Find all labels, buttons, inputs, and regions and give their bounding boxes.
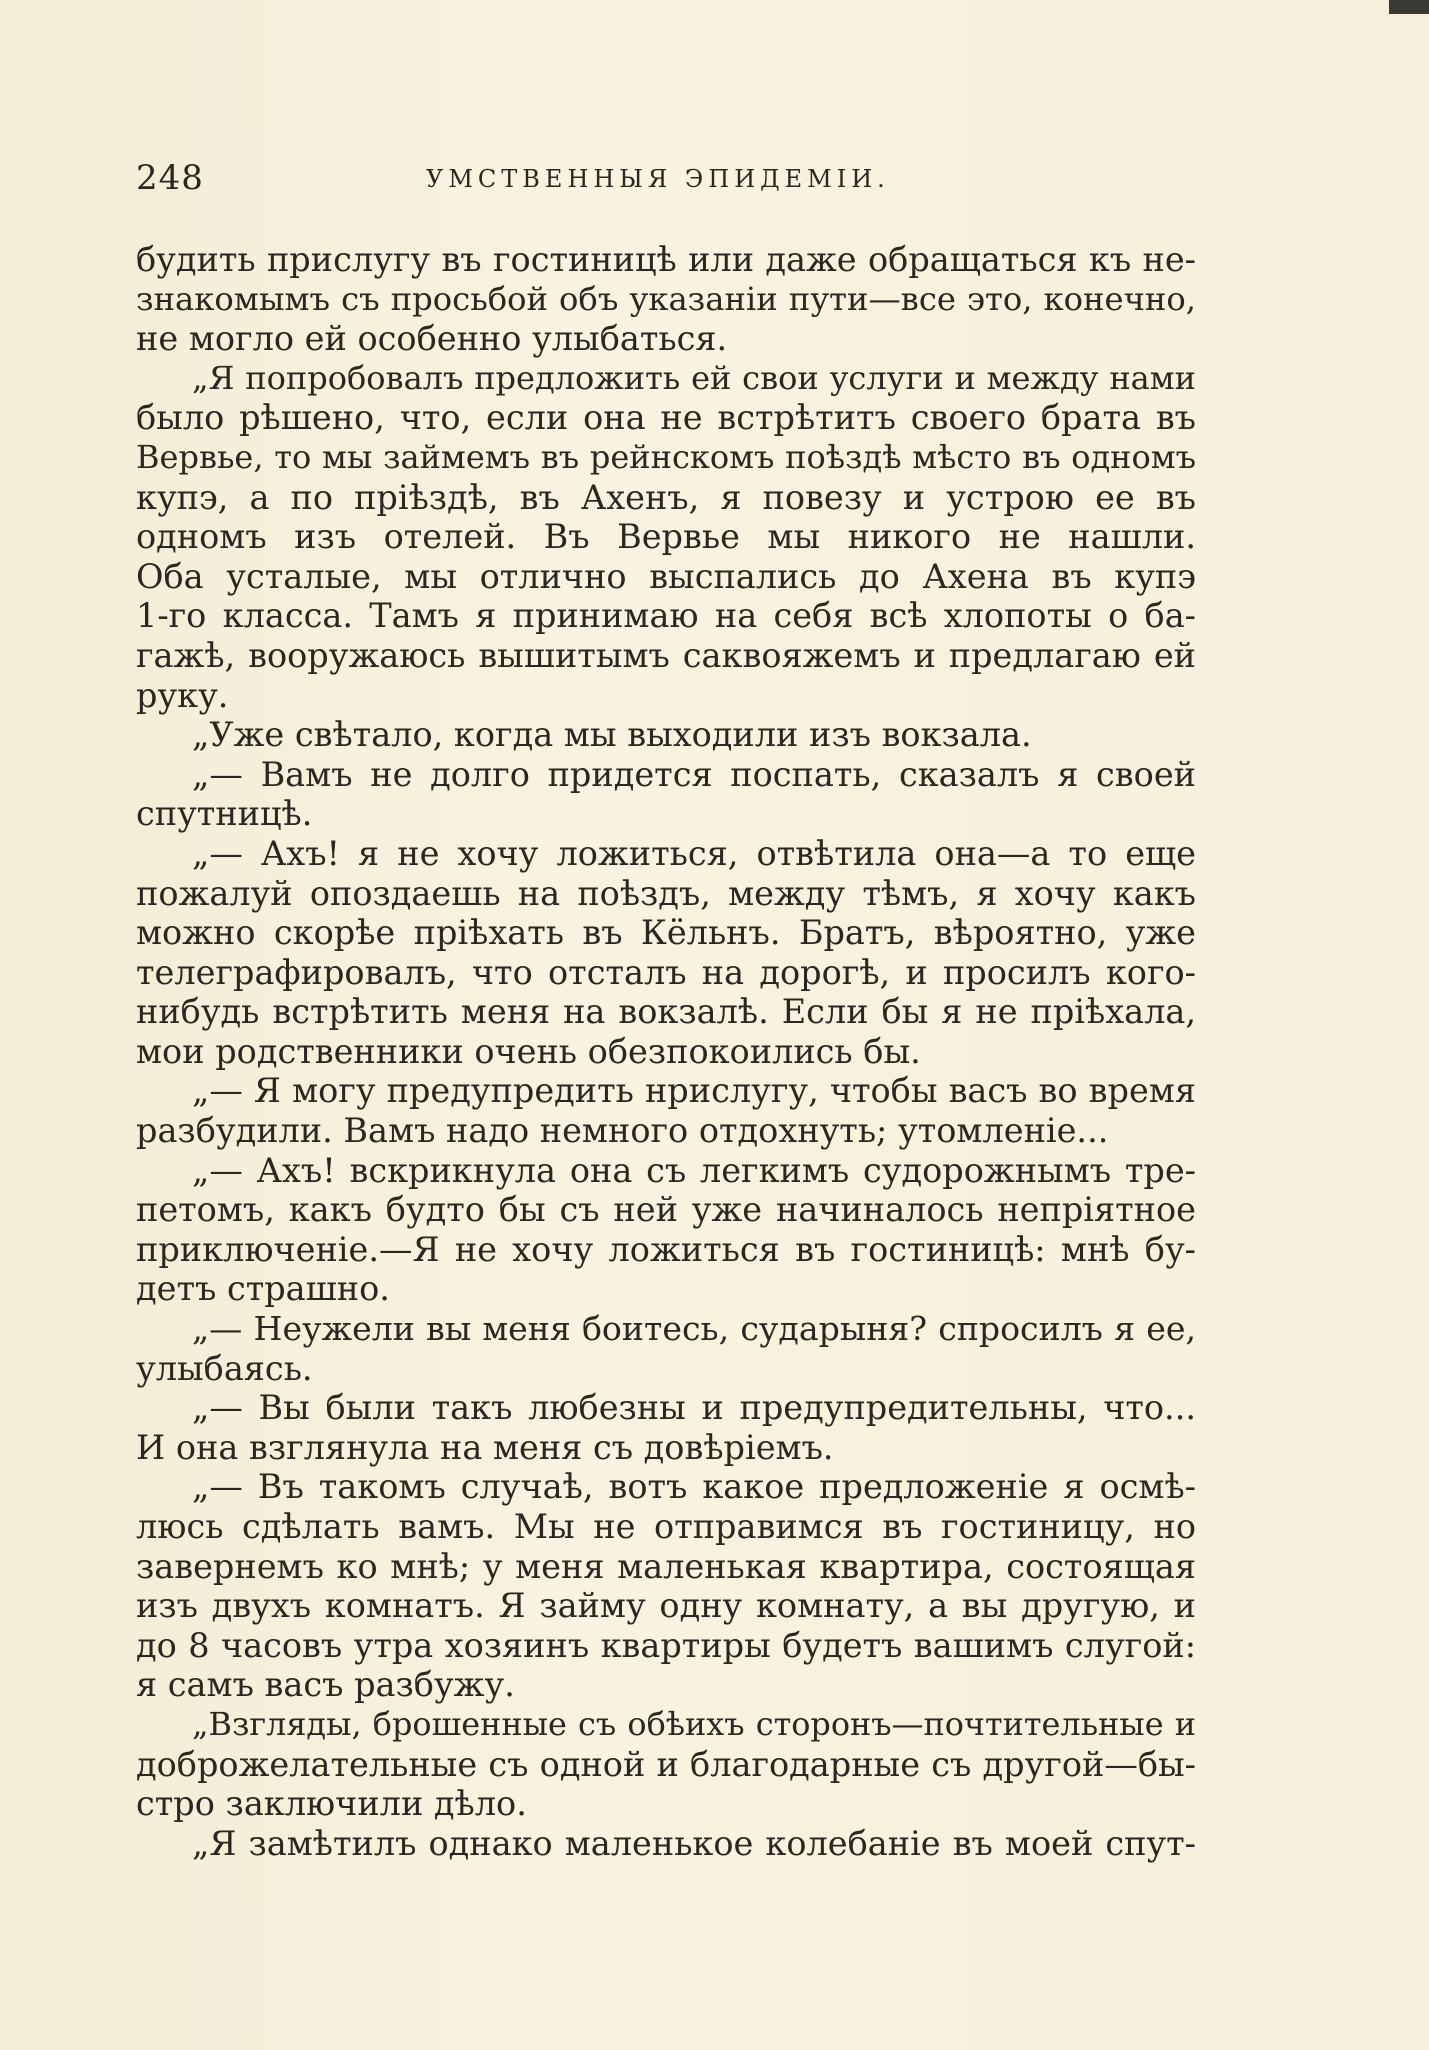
text-line: не могло ей особенно улыбаться. (136, 319, 728, 359)
text-line: „— Неужели вы меня боитесь, сударыня? спросилъ я ее, (192, 1309, 1196, 1349)
text-line: петомъ, какъ будто бы съ ней уже начиналось непріятное (136, 1190, 1196, 1230)
text-line: „— Ахъ! я не хочу ложиться, отвѣтила она—а то еще (192, 833, 1196, 873)
text-line: улыбаясь. (136, 1348, 313, 1388)
text-line: изъ двухъ комнатъ. Я займу одну комнату, а вы другую, и (136, 1586, 1196, 1626)
text-line: одномъ изъ отелей. Въ Вервье мы никого не нашли. (136, 517, 1196, 557)
text-line: нибудь встрѣтить меня на вокзалѣ. Если бы я не пріѣхала, (136, 992, 1196, 1032)
text-line: детъ страшно. (136, 1269, 390, 1309)
text-line: руку. (136, 675, 229, 715)
text-line: завернемъ ко мнѣ; у меня маленькая квартира, состоящая (136, 1546, 1196, 1586)
text-line: можно скорѣе пріѣхать въ Кёльнъ. Братъ, вѣроятно, уже (136, 913, 1196, 953)
text-line: разбудили. Вамъ надо немного отдохнуть; утомленіе... (136, 1111, 1109, 1151)
running-title: УМСТВЕННЫЯ ЭПИДЕМІИ. (426, 165, 890, 193)
text-line: „Я попробовалъ предложить ей свои услуги и между нами (192, 358, 1196, 397)
text-line: мои родственники очень обезпокоились бы. (136, 1031, 921, 1071)
text-line: „— Ахъ! вскрикнула она съ легкимъ судорожнымъ тре- (192, 1150, 1196, 1190)
text-line: „— Въ такомъ случаѣ, вотъ какое предложеніе я осмѣ- (192, 1467, 1196, 1507)
text-line: „— Вамъ не долго придется поспать, сказалъ я своей (192, 754, 1196, 794)
text-line: телеграфировалъ, что отсталъ на дорогѣ, и просилъ кого- (136, 952, 1196, 992)
text-line: „Взгляды, брошенные съ обѣихъ сторонъ—почтительные и (192, 1704, 1196, 1743)
text-line: 1-го класса. Тамъ я принимаю на себя всѣ хлопоты о ба- (136, 596, 1196, 636)
text-line: И она взглянула на меня съ довѣріемъ. (136, 1427, 834, 1467)
text-line: „— Я могу предупредить нрислугу, чтобы васъ во время (192, 1071, 1196, 1111)
page-header (136, 158, 1196, 198)
text-line: доброжелательные съ одной и благодарные съ другой—бы- (136, 1744, 1196, 1784)
text-line: гажѣ, вооружаюсь вышитымъ саквояжемъ и предлагаю ей (136, 635, 1196, 675)
body-text (136, 240, 1196, 1863)
text-line: пожалуй опоздаешь на поѣздъ, между тѣмъ, я хочу какъ (136, 873, 1196, 913)
scan-edge (1389, 0, 1429, 14)
text-line: Оба усталые, мы отлично выспались до Ахена въ купэ (136, 556, 1196, 596)
text-line: спутницѣ. (136, 794, 313, 834)
text-line: было рѣшено, что, если она не встрѣтитъ своего брата въ (136, 398, 1196, 438)
text-line: купэ, а по пріѣздѣ, въ Ахенъ, я повезу и устрою ее въ (136, 477, 1196, 517)
text-line: „— Вы были такъ любезны и предупредительны, что... (192, 1388, 1196, 1428)
text-line: Вервье, то мы займемъ въ рейнскомъ поѣздѣ мѣсто въ одномъ (136, 437, 1196, 476)
text-line: люсь сдѣлать вамъ. Мы не отправимся въ гостиницу, но (136, 1507, 1196, 1546)
text-line: „Уже свѣтало, когда мы выходили изъ вокзала. (192, 715, 1032, 755)
page-number: 248 (136, 158, 204, 198)
text-line: стро заключили дѣло. (136, 1784, 527, 1824)
text-line: я самъ васъ разбужу. (136, 1665, 515, 1705)
text-line: приключеніе.—Я не хочу ложиться въ гостиницѣ: мнѣ бу- (136, 1229, 1196, 1269)
text-line: знакомымъ съ просьбой объ указаніи пути—все это, конечно, (136, 279, 1196, 318)
text-line: будить прислугу въ гостиницѣ или даже обращаться къ не- (136, 240, 1196, 279)
text-line: „Я замѣтилъ однако маленькое колебаніе въ моей спут- (192, 1823, 1196, 1863)
text-line: до 8 часовъ утра хозяинъ квартиры будетъ вашимъ слугой: (136, 1625, 1196, 1665)
